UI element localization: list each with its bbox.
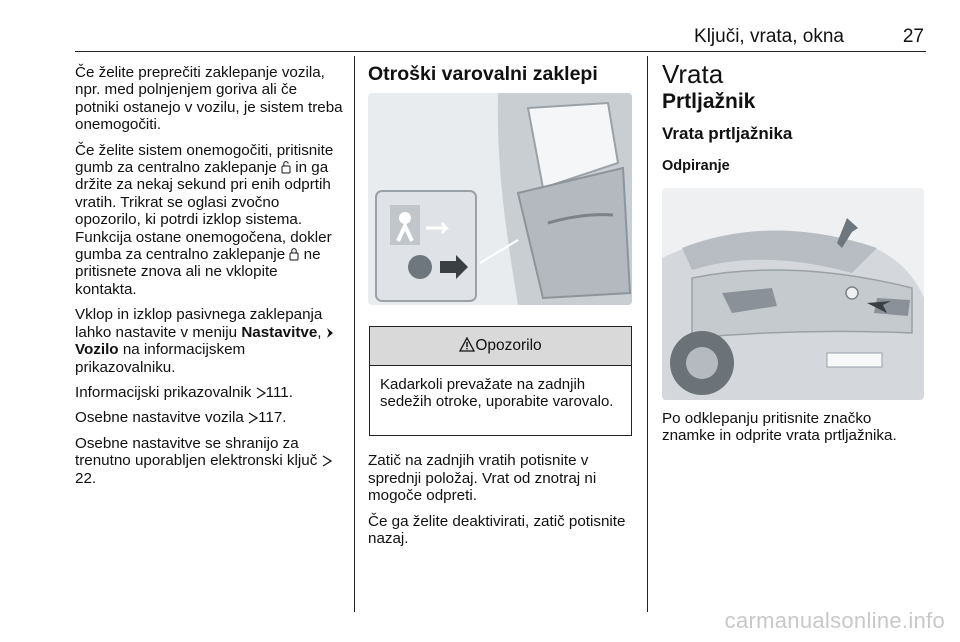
section-heading: Prtljažnik bbox=[662, 90, 756, 114]
page-ref-icon bbox=[256, 387, 266, 399]
child-lock-illustration bbox=[368, 93, 632, 305]
page-ref-icon bbox=[248, 412, 258, 424]
watermark: carmanualsonline.info bbox=[724, 608, 945, 633]
page-ref[interactable]: 22 bbox=[75, 469, 92, 487]
header-divider bbox=[75, 51, 926, 52]
page-number: 27 bbox=[902, 26, 924, 47]
paragraph: Osebne nastavitve se shranijo za trenutno uporabljen elektronski ključ 22. bbox=[75, 435, 343, 487]
section-heading: Otroški varovalni zaklepi bbox=[368, 63, 598, 85]
page-ref[interactable]: 117 bbox=[258, 409, 283, 427]
paragraph: Vklop in izklop pasivnega zaklepanja lahko nastavite v meniju Nastavitve, Vozilo na informacijskem prikazovalniku. bbox=[75, 306, 343, 376]
page-ref-icon bbox=[322, 455, 332, 467]
column-left bbox=[75, 64, 343, 495]
paragraph: Zatič na zadnjih vratih potisnite v sprednji položaj. Vrat od znotraj ni mogoče odpreti. bbox=[368, 452, 597, 505]
subsection-heading: Vrata prtljažnika bbox=[662, 123, 793, 143]
lock-icon bbox=[281, 160, 291, 174]
lock-icon bbox=[289, 247, 299, 261]
column-divider bbox=[647, 56, 648, 612]
column-right bbox=[662, 59, 928, 452]
chapter-title: Ključi, vrata, okna bbox=[694, 26, 844, 47]
warning-icon bbox=[459, 337, 475, 352]
warning-header bbox=[370, 327, 631, 366]
paragraph: Če želite preprečiti zaklepanje vozila, npr. med polnjenjem goriva ali če potniki ostanejo v vozilu, je sistem treba onemogočiti. bbox=[75, 64, 343, 134]
tailgate-illustration bbox=[662, 188, 924, 400]
chapter-heading: Vrata bbox=[662, 59, 724, 89]
warning-text: Kadarkoli prevažate na zadnjih sedežih otroke, uporabite varovalo. bbox=[380, 376, 614, 411]
column-middle bbox=[368, 63, 632, 555]
paragraph: Če ga želite deaktivirati, zatič potisnite nazaj. bbox=[368, 512, 626, 548]
paragraph: Če želite sistem onemogočiti, pritisnite gumb za centralno zaklepanje in ga držite za nekaj sekund pri enih odprtih vratih. Trikrat se oglasi zvočno opozorilo, ki potrdi izklop sistema. Funkcija ostane onemogočena, dokler gumba za centralno zaklepanje ne pritisnete znova ali ne vklopite kontakta. bbox=[75, 141, 334, 298]
menu-vehicle: Vozilo bbox=[75, 341, 119, 359]
topic-heading: Odpiranje bbox=[662, 158, 730, 175]
page-header bbox=[75, 22, 926, 50]
paragraph: Informacijski prikazovalnik 111. bbox=[75, 383, 293, 401]
menu-arrow-icon bbox=[326, 327, 334, 339]
page-ref[interactable]: 111 bbox=[265, 383, 289, 401]
paragraph: Osebne nastavitve vozila 117. bbox=[75, 409, 287, 427]
warning-box bbox=[369, 326, 632, 436]
column-divider bbox=[354, 56, 355, 612]
warning-title: Opozorilo bbox=[475, 337, 542, 354]
paragraph: Po odklepanju pritisnite značko znamke in odprite vrata prtljažnika. bbox=[662, 409, 897, 445]
menu-settings: Nastavitve bbox=[241, 323, 318, 341]
